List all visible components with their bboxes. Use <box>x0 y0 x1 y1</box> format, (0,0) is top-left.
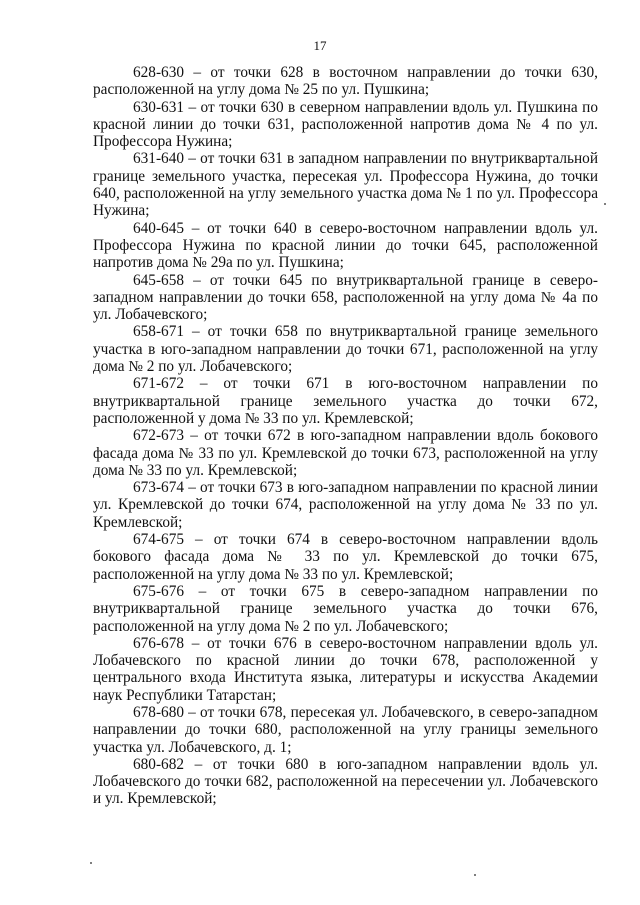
boundary-paragraph: 674-675 – от точки 674 в северо-восточном направлении вдоль бокового фасада дома № 33 по ул. Кремлевской до точки 675, расположенной на углу дома № 33 по ул. Кремлевской; <box>93 531 598 583</box>
boundary-paragraph: 678-680 – от точки 678, пересекая ул. Лобачевского, в северо-западном направлении до точки 680, расположенной на углу границы земельного участка ул. Лобачевского, д. 1; <box>93 703 598 756</box>
boundary-paragraph: 628-630 – от точки 628 в восточном направлении до точки 630, расположенной на углу дома № 25 по ул. Пушкина; <box>93 64 598 99</box>
boundary-paragraph: 640-645 – от точки 640 в северо-восточном направлении вдоль ул. Профессора Нужина по красной линии до точки 645, расположенной напротив дома № 29а по ул. Пушкина; <box>93 219 598 272</box>
page-number: 17 <box>313 38 327 53</box>
boundary-paragraph: 631-640 – от точки 631 в западном направлении по внутриквартальной границе земельного участка, пересекая ул. Профессора Нужина, до точки 640, расположенной на углу земельного участка дома № 1 по ул. Профессора Нужина; <box>93 150 598 220</box>
boundary-paragraph: 676-678 – от точки 676 в северо-восточном направлении вдоль ул. Лобачевского по красной линии до точки 678, расположенной у центрального входа Института языка, литературы и искусства Академии наук Республики Татарстан; <box>93 634 598 704</box>
boundary-paragraph: 673-674 – от точки 673 в юго-западном направлении по красной линии ул. Кремлевской до точки 674, расположенной на углу дома № 33 по ул. Кремлевской; <box>93 479 598 531</box>
boundary-paragraph: 630-631 – от точки 630 в северном направлении вдоль ул. Пушкина по красной линии до точки 631, расположенной напротив дома № 4 по ул. Профессора Нужина; <box>93 98 598 151</box>
scan-speck <box>474 874 476 876</box>
boundary-paragraph: 671-672 – от точки 671 в юго-восточном направлении по внутриквартальной границе земельного участка до точки 672, расположенной у дома № 33 по ул. Кремлевской; <box>93 375 598 427</box>
boundary-paragraph: 658-671 – от точки 658 по внутриквартальной границе земельного участка в юго-западном направлении до точки 671, расположенной на углу дома № 2 по ул. Лобачевского; <box>93 323 598 376</box>
boundary-paragraph: 672-673 – от точки 672 в юго-западном направлении вдоль бокового фасада дома № 33 по ул. Кремлевской до точки 673, расположенной на углу дома № 33 по ул. Кремлевской; <box>93 427 598 479</box>
scan-speck <box>604 203 606 205</box>
body-text <box>93 64 598 808</box>
boundary-paragraph: 680-682 – от точки 680 в юго-западном направлении вдоль ул. Лобачевского до точки 682, расположенной на пересечении ул. Лобачевского и ул. Кремлевской; <box>93 755 598 808</box>
boundary-paragraph: 675-676 – от точки 675 в северо-западном направлении по внутриквартальной границе земельного участка до точки 676, расположенной на углу дома № 2 по ул. Лобачевского; <box>93 582 598 635</box>
boundary-paragraph: 645-658 – от точки 645 по внутриквартальной границе в северо-западном направлении до точки 658, расположенной на углу дома № 4а по ул. Лобачевского; <box>93 271 598 324</box>
scan-speck <box>90 862 92 864</box>
